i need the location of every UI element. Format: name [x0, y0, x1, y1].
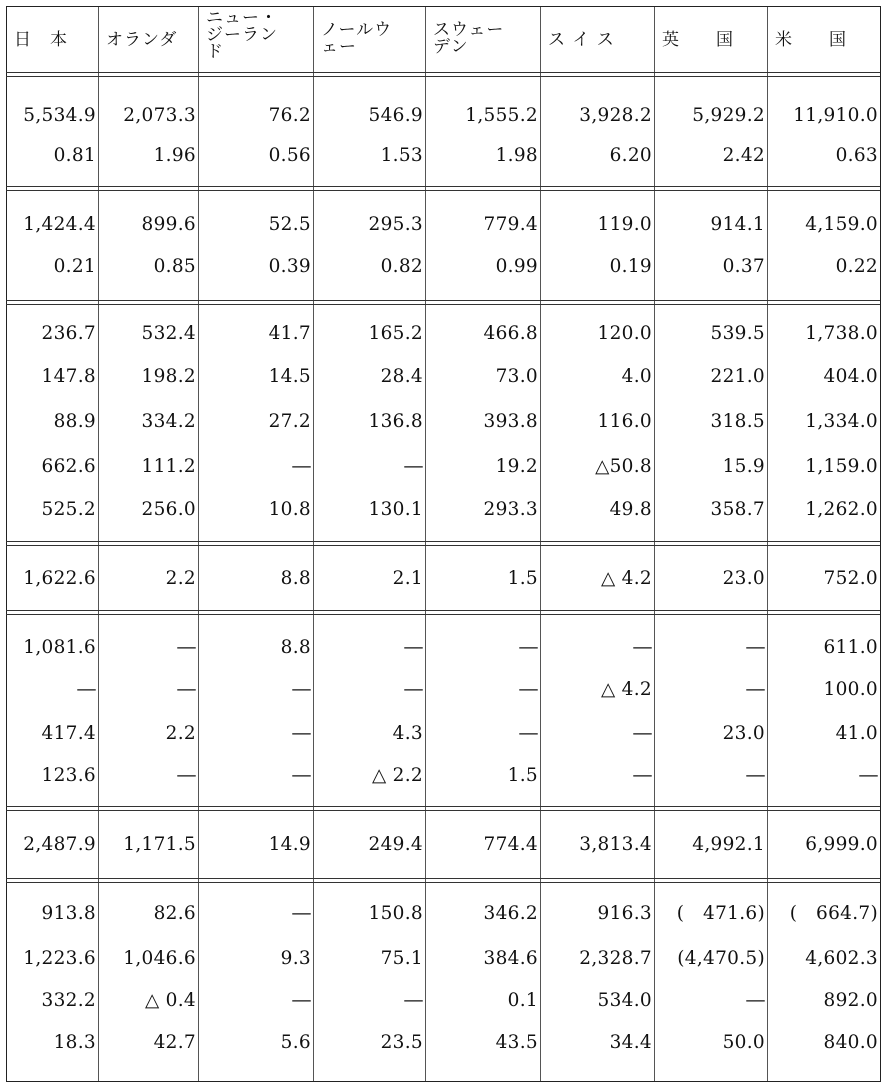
table-cell: ―	[746, 679, 765, 700]
column-rule	[98, 6, 99, 1082]
table-cell: 774.4	[483, 834, 538, 855]
group-separator	[6, 541, 880, 542]
table-cell: 23.0	[722, 723, 765, 744]
table-cell: ―	[633, 637, 652, 658]
table-cell: 752.0	[823, 568, 878, 589]
column-header	[775, 32, 876, 49]
group-separator	[6, 806, 880, 807]
group-separator	[6, 186, 880, 187]
table-cell: ( 664.7)	[789, 903, 878, 924]
table-cell: 1,223.6	[23, 948, 96, 969]
table-cell: 892.0	[823, 990, 878, 1011]
table-cell: 0.82	[380, 256, 423, 277]
table-cell: 293.3	[483, 499, 538, 520]
table-cell: ―	[633, 765, 652, 786]
table-cell: △50.8	[595, 456, 652, 477]
table-cell: 779.4	[483, 214, 538, 235]
column-header-line: ニュー・	[206, 8, 278, 28]
table-cell: 23.0	[722, 568, 765, 589]
table-cell: 3,928.2	[579, 105, 652, 126]
table-cell: 198.2	[141, 366, 196, 387]
table-cell: 404.0	[823, 366, 878, 387]
table-cell: 1.96	[153, 145, 196, 166]
table-cell: 1.98	[495, 145, 538, 166]
table-cell: 43.5	[495, 1032, 538, 1053]
table-cell: 111.2	[141, 456, 196, 477]
table-cell: 384.6	[483, 948, 538, 969]
table-cell: 899.6	[141, 214, 196, 235]
table-cell: 10.8	[268, 499, 311, 520]
table-cell: 916.3	[597, 903, 652, 924]
table-cell: ―	[404, 637, 423, 658]
table-cell: 1,081.6	[23, 637, 96, 658]
table-cell: 4,992.1	[692, 834, 765, 855]
column-header-line: 日 本	[14, 30, 68, 50]
column-header-line: ジーラン	[206, 25, 278, 45]
table-cell: 116.0	[597, 411, 652, 432]
table-cell: 358.7	[710, 499, 765, 520]
column-header-line: ド	[206, 42, 224, 62]
table-cell: 334.2	[141, 411, 196, 432]
table-top-rule	[6, 6, 880, 7]
table-cell: 23.5	[380, 1032, 423, 1053]
table-cell: 346.2	[483, 903, 538, 924]
table-cell: 14.9	[268, 834, 311, 855]
column-header-line: 英 国	[662, 30, 734, 50]
table-cell: 50.0	[722, 1032, 765, 1053]
group-separator	[6, 610, 880, 611]
table-cell: ( 471.6)	[676, 903, 765, 924]
table-cell: ―	[519, 723, 538, 744]
table-cell: 2,328.7	[579, 948, 652, 969]
table-cell: 52.5	[268, 214, 311, 235]
column-rule	[880, 6, 881, 1082]
table-cell: 34.4	[609, 1032, 652, 1053]
table-cell: 532.4	[141, 323, 196, 344]
table-cell: 4.0	[621, 366, 652, 387]
group-separator	[6, 72, 880, 73]
table-cell: ―	[292, 990, 311, 1011]
table-cell: 123.6	[41, 765, 96, 786]
table-cell: 1,738.0	[805, 323, 878, 344]
table-cell: 611.0	[823, 637, 878, 658]
column-header	[662, 32, 763, 49]
table-cell: 0.56	[268, 145, 311, 166]
table-cell: 6.20	[609, 145, 652, 166]
table-cell: ―	[292, 679, 311, 700]
table-cell: 9.3	[280, 948, 311, 969]
table-cell: 28.4	[380, 366, 423, 387]
column-rule	[540, 6, 541, 1082]
table-cell: 0.19	[609, 256, 652, 277]
table-cell: 14.5	[268, 366, 311, 387]
table-cell: ―	[404, 990, 423, 1011]
table-cell: 100.0	[823, 679, 878, 700]
table-cell: 42.7	[153, 1032, 196, 1053]
column-header	[206, 10, 309, 61]
table-cell: ―	[292, 765, 311, 786]
table-cell: ―	[177, 637, 196, 658]
table-cell: 4,602.3	[805, 948, 878, 969]
table-cell: ―	[177, 765, 196, 786]
table-cell: 15.9	[722, 456, 765, 477]
column-header	[433, 22, 536, 56]
table-cell: 840.0	[823, 1032, 878, 1053]
table-cell: 0.85	[153, 256, 196, 277]
table-cell: 8.8	[280, 637, 311, 658]
table-bottom-rule	[6, 1081, 880, 1082]
table-cell: 256.0	[141, 499, 196, 520]
table-cell: 295.3	[368, 214, 423, 235]
table-cell: 4.3	[392, 723, 423, 744]
column-header-line: ノールウ	[321, 20, 393, 40]
table-cell: ―	[404, 679, 423, 700]
table-cell: 332.2	[41, 990, 96, 1011]
table-cell: △ 4.2	[600, 568, 652, 589]
table-cell: 221.0	[710, 366, 765, 387]
table-cell: 5,534.9	[23, 105, 96, 126]
table-cell: 0.21	[53, 256, 96, 277]
table-cell: 249.4	[368, 834, 423, 855]
table-cell: 466.8	[483, 323, 538, 344]
table-cell: 1.5	[507, 765, 538, 786]
table-cell: ―	[519, 637, 538, 658]
table-cell: 130.1	[368, 499, 423, 520]
table-cell: 1,159.0	[805, 456, 878, 477]
table-cell: 82.6	[153, 903, 196, 924]
table-cell: 150.8	[368, 903, 423, 924]
table-cell: 147.8	[41, 366, 96, 387]
table-cell: 41.0	[835, 723, 878, 744]
column-rule	[654, 6, 655, 1082]
table-cell: 5.6	[280, 1032, 311, 1053]
table-cell: 19.2	[495, 456, 538, 477]
column-header	[548, 32, 650, 49]
table-cell: ―	[292, 456, 311, 477]
table-cell: 1.53	[380, 145, 423, 166]
table-cell: 1,171.5	[123, 834, 196, 855]
table-cell: ―	[746, 990, 765, 1011]
table-cell: 0.37	[722, 256, 765, 277]
column-rule	[198, 6, 199, 1082]
table-cell: 165.2	[368, 323, 423, 344]
table-cell: 318.5	[710, 411, 765, 432]
table-cell: 8.8	[280, 568, 311, 589]
table-cell: 525.2	[41, 499, 96, 520]
table-cell: △ 2.2	[371, 765, 423, 786]
table-cell: 75.1	[380, 948, 423, 969]
table-cell: 0.22	[835, 256, 878, 277]
table-cell: 18.3	[53, 1032, 96, 1053]
table-cell: 0.99	[495, 256, 538, 277]
column-header	[321, 22, 421, 56]
column-rule	[425, 6, 426, 1082]
column-header-line: 米 国	[775, 30, 847, 50]
table-cell: 136.8	[368, 411, 423, 432]
table-cell: 662.6	[41, 456, 96, 477]
table-cell: 0.39	[268, 256, 311, 277]
table-cell: 1.5	[507, 568, 538, 589]
column-rule	[767, 6, 768, 1082]
column-header	[106, 32, 194, 49]
table-cell: 41.7	[268, 323, 311, 344]
table-cell: △ 0.4	[144, 990, 196, 1011]
table-cell: 1,555.2	[465, 105, 538, 126]
column-header-line: デン	[433, 37, 469, 57]
column-header-line: オランダ	[106, 30, 178, 50]
group-separator	[6, 878, 880, 879]
table-cell: 1,334.0	[805, 411, 878, 432]
table-cell: 2.2	[165, 723, 196, 744]
table-cell: △ 4.2	[600, 679, 652, 700]
table-cell: 5,929.2	[692, 105, 765, 126]
column-header	[14, 32, 94, 49]
table-cell: 393.8	[483, 411, 538, 432]
table-cell: ―	[746, 765, 765, 786]
table-cell: ―	[633, 723, 652, 744]
column-header-line: ス イ ス	[548, 30, 615, 50]
column-rule	[313, 6, 314, 1082]
table-cell: ―	[292, 903, 311, 924]
table-cell: 417.4	[41, 723, 96, 744]
table-cell: ―	[292, 723, 311, 744]
table-cell: 0.63	[835, 145, 878, 166]
table-cell: 1,424.4	[23, 214, 96, 235]
table-cell: ―	[177, 679, 196, 700]
table-cell: 914.1	[710, 214, 765, 235]
table-cell: 6,999.0	[805, 834, 878, 855]
table-cell: 0.81	[53, 145, 96, 166]
table-cell: ―	[519, 679, 538, 700]
table-cell: 73.0	[495, 366, 538, 387]
table-cell: 913.8	[41, 903, 96, 924]
table-cell: 236.7	[41, 323, 96, 344]
table-cell: 1,622.6	[23, 568, 96, 589]
table-cell: 2,073.3	[123, 105, 196, 126]
table-cell: 49.8	[609, 499, 652, 520]
table-cell: 2.1	[392, 568, 423, 589]
table-cell: (4,470.5)	[677, 948, 765, 969]
table-cell: 88.9	[53, 411, 96, 432]
table-cell: 2,487.9	[23, 834, 96, 855]
table-cell: 546.9	[368, 105, 423, 126]
table-cell: 120.0	[597, 323, 652, 344]
table-cell: 2.2	[165, 568, 196, 589]
table-cell: 11,910.0	[793, 105, 878, 126]
table-cell: 4,159.0	[805, 214, 878, 235]
table-cell: 1,046.6	[123, 948, 196, 969]
table-cell: 27.2	[268, 411, 311, 432]
column-header-line: スウェー	[433, 20, 505, 40]
table-cell: ―	[746, 637, 765, 658]
table-cell: 76.2	[268, 105, 311, 126]
table-cell: ―	[404, 456, 423, 477]
table-cell: 2.42	[722, 145, 765, 166]
column-header-line: ェー	[321, 37, 357, 57]
table-cell: ―	[859, 765, 878, 786]
table-cell: 539.5	[710, 323, 765, 344]
table-cell: 1,262.0	[805, 499, 878, 520]
table-cell: 0.1	[507, 990, 538, 1011]
column-rule	[6, 6, 7, 1082]
table-cell: ―	[77, 679, 96, 700]
table-cell: 534.0	[597, 990, 652, 1011]
group-separator	[6, 300, 880, 301]
table-cell: 119.0	[597, 214, 652, 235]
table-cell: 3,813.4	[579, 834, 652, 855]
